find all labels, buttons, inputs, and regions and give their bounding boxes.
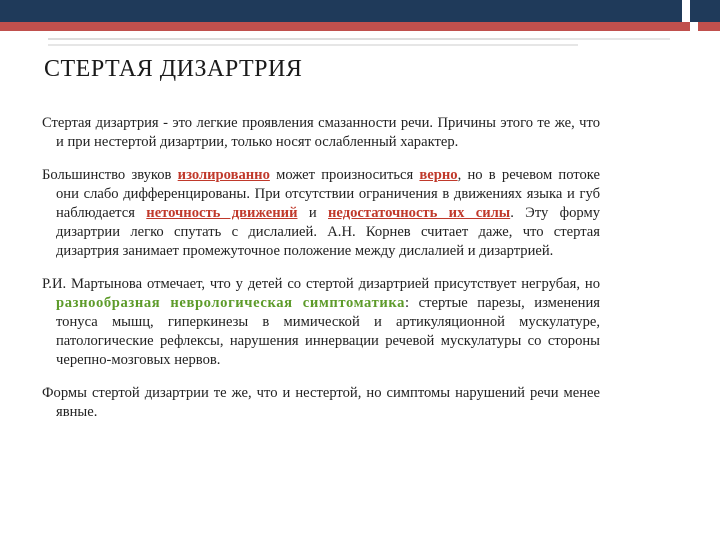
accent-bar bbox=[0, 22, 690, 31]
slide-title: СТЕРТАЯ ДИЗАРТРИЯ bbox=[44, 56, 303, 82]
paragraph-martynova bbox=[42, 275, 600, 370]
emphasis-neurological-symptoms: разнообразная неврологическая симптоматика bbox=[56, 295, 406, 311]
paragraph-sounds bbox=[42, 166, 600, 261]
emphasis-weakness: недостаточность их силы bbox=[328, 205, 511, 221]
paragraph-definition bbox=[42, 114, 600, 152]
text-run: Большинство звуков bbox=[42, 167, 178, 183]
header-bar-gap bbox=[682, 0, 690, 22]
header-bar bbox=[0, 0, 682, 22]
header-bar-right bbox=[690, 0, 720, 22]
decorative-rule bbox=[48, 44, 578, 46]
text-run: может произноситься bbox=[269, 167, 420, 183]
text-run: , но в речевом потоке они слабо дифференцированы. При отсутствии ограничения в движениях языка и губ наблюдается bbox=[56, 167, 600, 221]
emphasis-correct: верно bbox=[419, 167, 458, 183]
text-run: : стертые парезы, изменения тонуса мышц, гиперкинезы в мимической и артикуляционной мускулатуре, патологические рефлексы, нарушения иннервации речевой мускулатуры со стороны черепно-мозговых нервов. bbox=[56, 295, 600, 368]
emphasis-isolated: изолированно bbox=[177, 167, 270, 183]
text-run: . Эту форму дизартрии легко спутать с дислалией. А.Н. Корнев считает даже, что стертая дизартрия занимает промежуточное положение между дислалией и дизартрией. bbox=[56, 205, 601, 259]
slide-body bbox=[42, 114, 600, 436]
paragraph-forms bbox=[42, 384, 600, 422]
decorative-rule bbox=[560, 38, 670, 40]
paragraph-text: Формы стертой дизартрии те же, что и нестертой, но симптомы нарушений речи менее явные. bbox=[42, 385, 600, 420]
text-run: Р.И. Мартынова отмечает, что у детей со стертой дизартрией присутствует негрубая, но bbox=[42, 276, 600, 292]
text-run: и bbox=[297, 205, 328, 221]
accent-bar-right bbox=[698, 22, 720, 31]
paragraph-text: Стертая дизартрия - это легкие проявления смазанности речи. Причины этого те же, что и при нестертой дизартрии, только носят ослабленный характер. bbox=[42, 115, 600, 150]
emphasis-inaccuracy: неточность движений bbox=[146, 205, 298, 221]
